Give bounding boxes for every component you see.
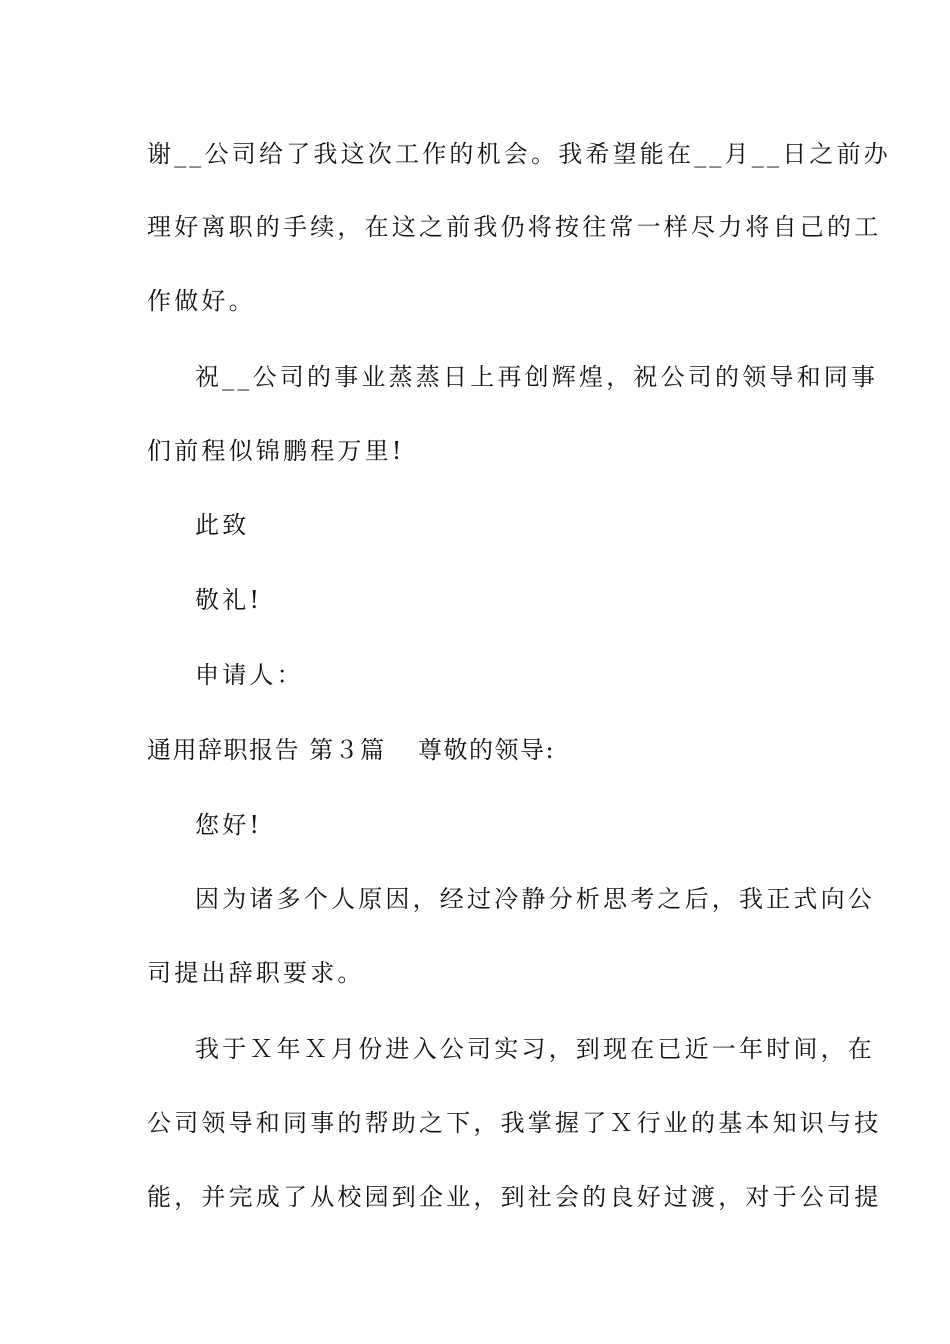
paragraph-line: 司提出辞职要求。 bbox=[147, 959, 365, 987]
paragraph-line: 因为诸多个人原因，经过冷静分析思考之后，我正式向公 bbox=[195, 885, 875, 913]
paragraph-line: 公司领导和同事的帮助之下，我掌握了Ｘ行业的基本知识与技 bbox=[147, 1109, 882, 1137]
paragraph-line: 谢__公司给了我这次工作的机会。我希望能在__月__日之前办 bbox=[147, 140, 891, 168]
paragraph-line: 能，并完成了从校园到企业，到社会的良好过渡，对于公司提 bbox=[147, 1183, 882, 1211]
section-salutation: 尊敬的领导: bbox=[418, 736, 556, 764]
applicant-label: 申请人： bbox=[195, 661, 304, 689]
paragraph-line: 作做好。 bbox=[147, 287, 256, 315]
paragraph-line: 们前程似锦鹏程万里! bbox=[147, 437, 405, 465]
greeting: 您好! bbox=[195, 811, 263, 839]
closing-phrase: 此致 bbox=[195, 511, 250, 539]
closing-salute: 敬礼! bbox=[195, 586, 263, 614]
paragraph-line: 祝__公司的事业蒸蒸日上再创辉煌，祝公司的领导和同事 bbox=[195, 363, 879, 391]
paragraph-line: 理好离职的手续，在这之前我仍将按往常一样尽力将自己的工 bbox=[147, 213, 882, 241]
paragraph-line: 我于Ｘ年Ｘ月份进入公司实习，到现在已近一年时间，在 bbox=[195, 1035, 875, 1063]
section-title: 通用辞职报告 第３篇 bbox=[147, 736, 386, 764]
